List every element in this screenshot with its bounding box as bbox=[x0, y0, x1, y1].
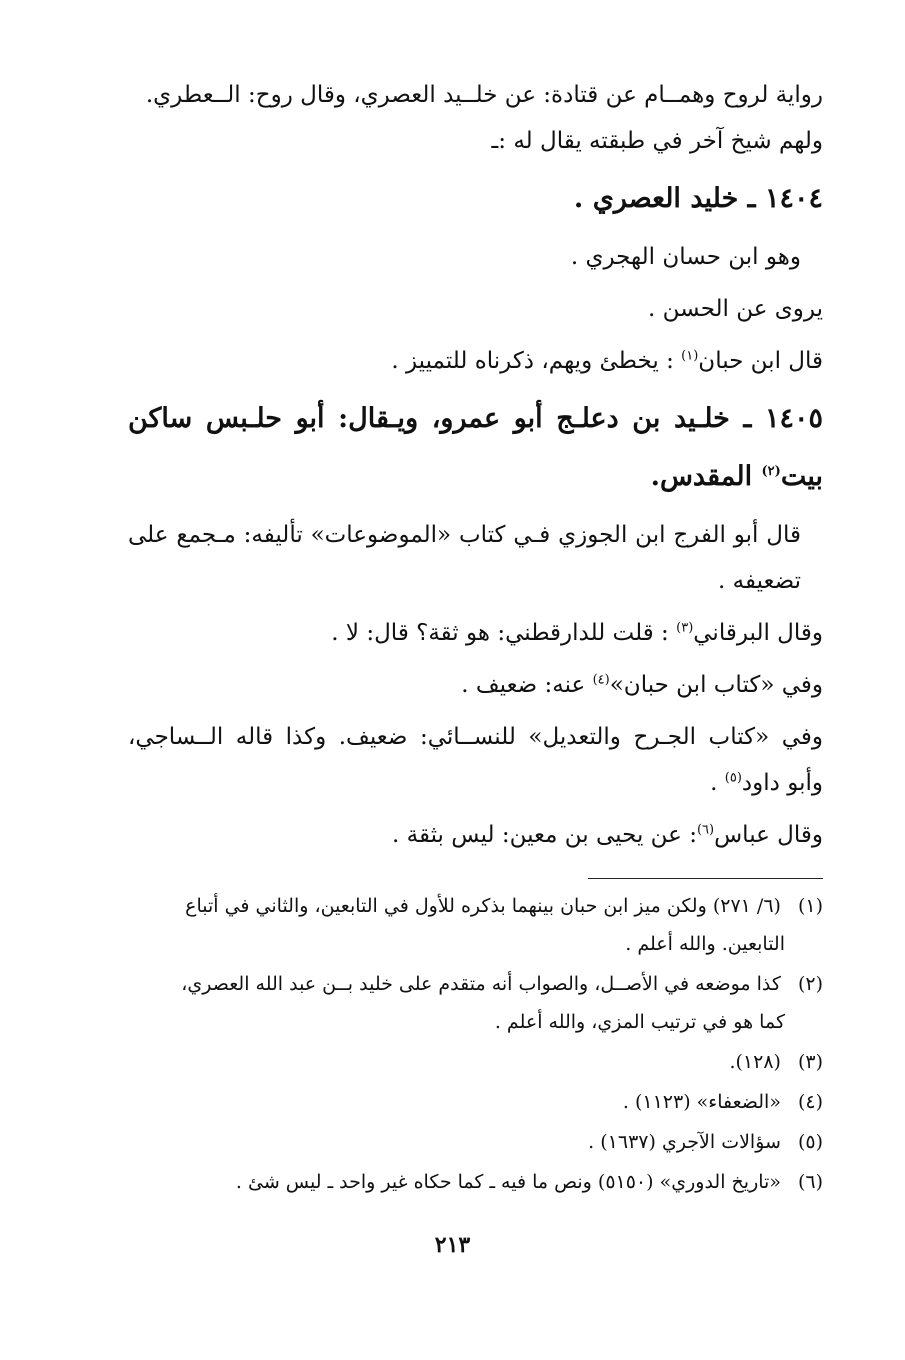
footnote-number: (١) bbox=[797, 895, 823, 917]
footnote-number: (٣) bbox=[797, 1051, 823, 1073]
footnote-ref-6[interactable]: (٦) bbox=[696, 822, 715, 838]
footnote-text: سؤالات الآجري (١٦٣٧) . bbox=[588, 1131, 781, 1153]
footnote-1 bbox=[128, 887, 823, 963]
footnotes bbox=[128, 887, 823, 1201]
footnote-ref-5[interactable]: (٥) bbox=[724, 770, 742, 786]
entry-1405-line-3 bbox=[128, 662, 823, 708]
line-text: . bbox=[710, 770, 725, 796]
footnote-separator bbox=[588, 878, 823, 879]
footnote-text: «الضعفاء» (١١٢٣) . bbox=[622, 1091, 781, 1113]
entry-1405-line-5 bbox=[128, 812, 823, 858]
line-text: وفي «كتاب الجـرح والتعديل» للنســائي: ضعيف. وكذا قاله الــساجي، وأبو داود bbox=[128, 724, 823, 796]
line-text: قال ابن حبان bbox=[698, 348, 823, 374]
entry-1405-line-1: قال أبو الفرج ابن الجوزي فـي كتاب «الموضوعات» تأليفه: مـجمع على تضعيفه . bbox=[128, 522, 801, 594]
footnote-6 bbox=[128, 1163, 823, 1201]
footnote-3 bbox=[128, 1043, 823, 1081]
line-text: وقال عباس bbox=[714, 822, 823, 848]
line-text: : عن يحيى بن معين: ليس بثقة . bbox=[392, 822, 697, 848]
entry-heading-1405 bbox=[128, 390, 823, 506]
footnote-text-continued: كما هو في ترتيب المزي، والله أعلم . bbox=[494, 1011, 785, 1033]
footnote-text: (٦/ ٢٧١) ولكن ميز ابن حبان بينهما بذكره للأول في التابعين، والثاني في أتباع bbox=[185, 895, 781, 917]
footnote-number: (٤) bbox=[797, 1091, 823, 1113]
line-text: عنه: ضعيف . bbox=[461, 672, 593, 698]
footnote-number: (٦) bbox=[797, 1171, 823, 1193]
line-text: : قلت للدارقطني: هو ثقة؟ قال: لا . bbox=[331, 620, 677, 646]
heading-text: المقدس. bbox=[650, 461, 762, 492]
body-paragraph-1 bbox=[128, 72, 823, 164]
footnote-text-continued: التابعين. والله أعلم . bbox=[625, 933, 785, 955]
entry-1404-line-1: وهو ابن حسان الهجري . bbox=[570, 244, 801, 270]
paragraph-text: ولهم شيخ آخر في طبقته يقال له :ـ bbox=[491, 128, 823, 154]
footnote-ref-1[interactable]: (١) bbox=[681, 348, 699, 364]
footnote-2 bbox=[128, 965, 823, 1041]
footnote-5 bbox=[128, 1123, 823, 1161]
entry-heading-1404: ١٤٠٤ ـ خليد العصري . bbox=[573, 183, 823, 214]
footnote-number: (٥) bbox=[797, 1131, 823, 1153]
heading-text: ١٤٠٥ ـ خلـيد بن دعلـج أبو عمرو، ويـقال: أبو حلـبس ساكن بيت bbox=[128, 403, 823, 492]
page-number: ٢١٣ bbox=[434, 1232, 471, 1258]
footnote-text: كذا موضعه في الأصــل، والصواب أنه متقدم على خليد بــن عبد الله العصري، bbox=[181, 973, 781, 995]
footnote-ref-4[interactable]: (٤) bbox=[592, 672, 610, 688]
entry-1405-line-4 bbox=[128, 714, 823, 806]
footnote-number: (٢) bbox=[797, 973, 823, 995]
footnote-ref-2[interactable]: (٢) bbox=[761, 464, 781, 479]
paragraph-text: رواية لروح وهمــام عن قتادة: عن خلــيد العصري، وقال روح: الــعطري. bbox=[145, 82, 823, 108]
line-text: : يخطئ ويهم، ذكرناه للتمييز . bbox=[391, 348, 682, 374]
footnote-text: «تاريخ الدوري» (٥١٥٠) ونص ما فيه ـ كما حكاه غير واحد ـ ليس شئ . bbox=[235, 1171, 781, 1193]
footnote-4 bbox=[128, 1083, 823, 1121]
line-text: وقال البرقاني bbox=[693, 620, 823, 646]
entry-1404-line-2: يروى عن الحسن . bbox=[648, 296, 823, 322]
entry-1404-line-3 bbox=[128, 338, 823, 384]
footnote-ref-3[interactable]: (٣) bbox=[676, 620, 694, 636]
line-text: وفي «كتاب ابن حبان» bbox=[609, 672, 823, 698]
entry-1405-line-2 bbox=[128, 610, 823, 656]
footnote-text: (١٢٨). bbox=[729, 1051, 781, 1073]
